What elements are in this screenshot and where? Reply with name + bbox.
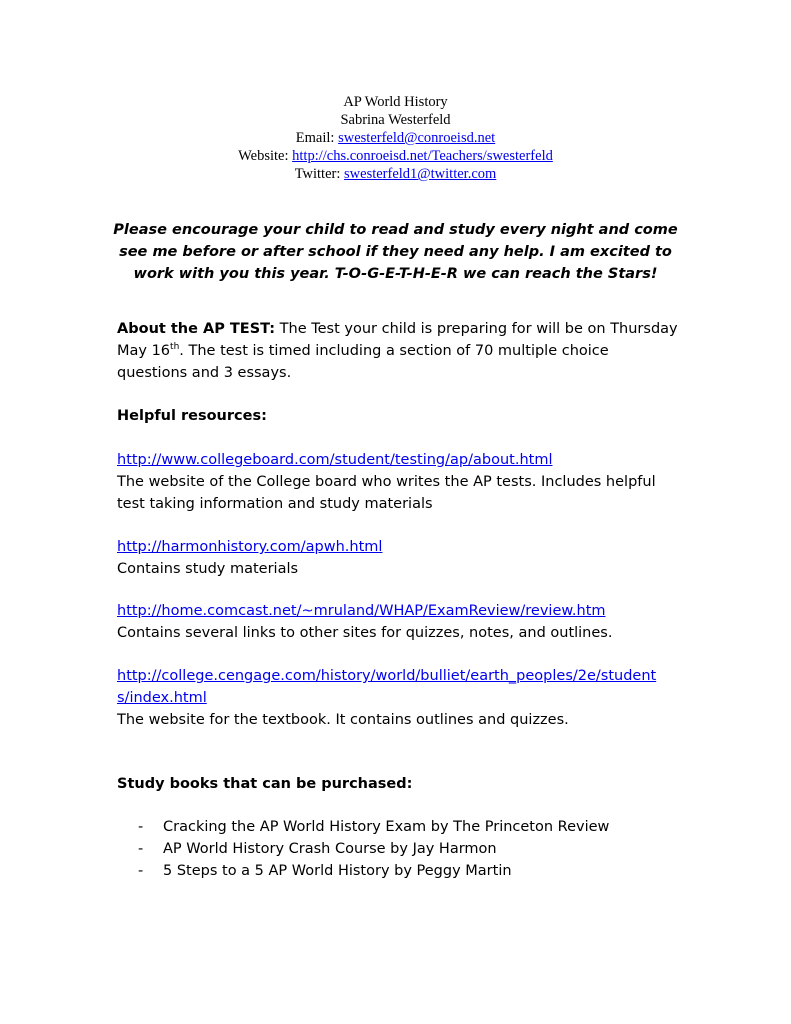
bullet-dash: - <box>138 819 144 835</box>
resource-item <box>117 600 682 644</box>
resource-link[interactable]: http://www.collegeboard.com/student/testing/ap/about.html <box>117 452 553 468</box>
resource-description: The website for the textbook. It contains outlines and quizzes. <box>117 712 569 728</box>
bullet-dash: - <box>138 863 144 879</box>
website-link[interactable]: http://chs.conroeisd.net/Teachers/swesterfeld <box>292 148 553 164</box>
teacher-header <box>0 93 791 183</box>
bullet-dash: - <box>138 841 144 857</box>
email-line: Email: swesterfeld@conroeisd.net <box>295 130 496 146</box>
teacher-name: Sabrina Westerfeld <box>340 112 451 128</box>
resources-heading: Helpful resources: <box>117 408 267 424</box>
list-item: - Cracking the AP World History Exam by The Princeton Review <box>138 816 698 838</box>
books-list <box>138 816 698 882</box>
resource-description: Contains several links to other sites for quizzes, notes, and outlines. <box>117 625 613 641</box>
list-item: - 5 Steps to a 5 AP World History by Peggy Martin <box>138 860 698 882</box>
email-link[interactable]: swesterfeld@conroeisd.net <box>338 130 496 146</box>
resource-link[interactable]: http://college.cengage.com/history/world/bulliet/earth_peoples/2e/student <box>117 668 657 684</box>
resource-link[interactable]: http://home.comcast.net/~mruland/WHAP/ExamReview/review.htm <box>117 603 606 619</box>
website-line: Website: http://chs.conroeisd.net/Teachers/swesterfeld <box>238 148 553 164</box>
resource-description: The website of the College board who writes the AP tests. Includes helpful test taking information and study materials <box>117 474 656 512</box>
resource-item <box>117 536 682 580</box>
resource-link-continued[interactable]: s/index.html <box>117 690 207 706</box>
twitter-link[interactable]: swesterfeld1@twitter.com <box>344 166 497 182</box>
intro-message: Please encourage your child to read and study every night and come see me before or after school if they need any help. I am excited to work with you this year. T-O-G-E-T-H-E-R we can reach the Stars! <box>113 222 678 282</box>
resource-description: Contains study materials <box>117 561 299 577</box>
twitter-line: Twitter: swesterfeld1@twitter.com <box>294 166 497 182</box>
resource-link[interactable]: http://harmonhistory.com/apwh.html <box>117 539 383 555</box>
resource-item <box>117 449 682 515</box>
course-title: AP World History <box>343 94 448 110</box>
resource-item <box>117 665 682 731</box>
about-ap-test: About the AP TEST: The Test your child is preparing for will be on Thursday May 16th. The test is timed including a section of 70 multiple choice questions and 3 essays. <box>117 321 678 381</box>
books-heading: Study books that can be purchased: <box>117 776 413 792</box>
list-item: - AP World History Crash Course by Jay Harmon <box>138 838 698 860</box>
about-label: About the AP TEST: <box>117 321 276 337</box>
